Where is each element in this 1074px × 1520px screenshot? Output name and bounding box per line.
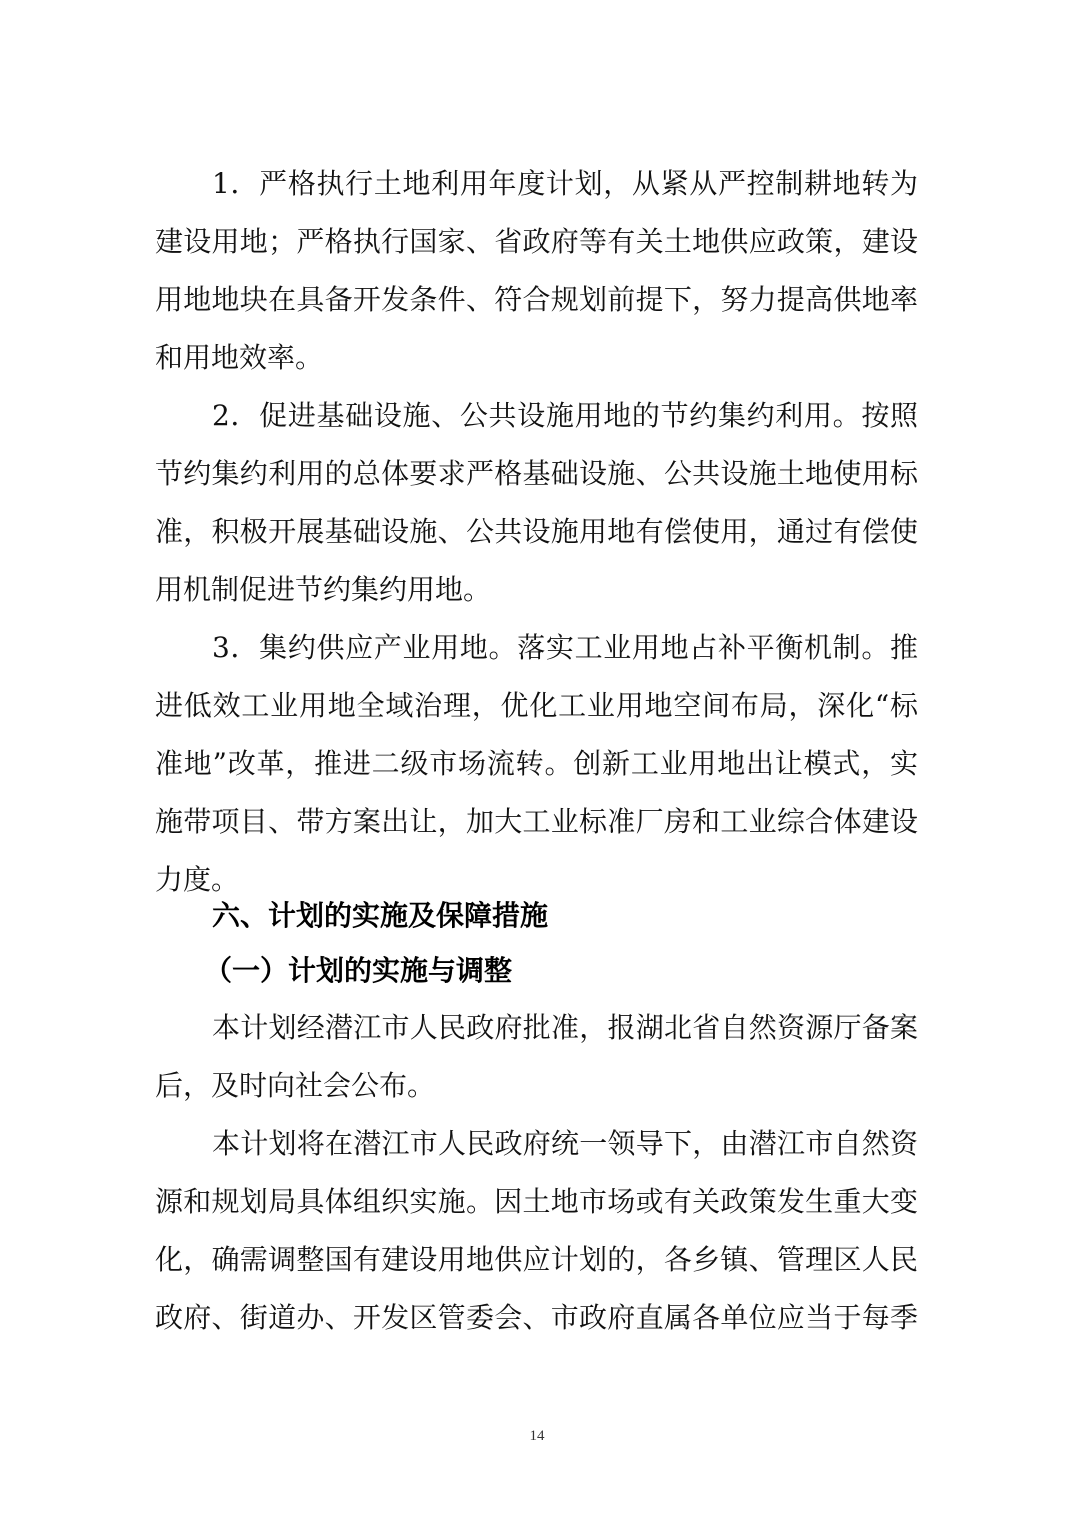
paragraph-5-line-2: 源和规划局具体组织实施。因土地市场或有关政策发生重大变: [155, 1185, 918, 1218]
paragraph-3-line-1: 3．集约供应产业用地。落实工业用地占补平衡机制。推: [212, 631, 918, 664]
paragraph-3-line-2: 进低效工业用地全域治理，优化工业用地空间布局，深化“标: [155, 689, 918, 722]
paragraph-1-line-1: 1．严格执行土地利用年度计划，从紧从严控制耕地转为: [212, 167, 918, 200]
page-number: 14: [529, 1428, 545, 1444]
paragraph-4-line-2: 后，及时向社会公布。: [155, 1069, 436, 1102]
subsection-heading: （一）计划的实施与调整: [204, 954, 513, 987]
paragraph-2-line-4: 用机制促进节约集约用地。: [155, 573, 492, 606]
paragraph-2-line-2: 节约集约利用的总体要求严格基础设施、公共设施土地使用标: [155, 457, 918, 490]
section-heading: 六、计划的实施及保障措施: [212, 899, 549, 932]
paragraph-3-line-5: 力度。: [155, 863, 240, 896]
paragraph-5-line-3: 化，确需调整国有建设用地供应计划的，各乡镇、管理区人民: [155, 1243, 918, 1276]
paragraph-1-line-4: 和用地效率。: [155, 341, 324, 374]
paragraph-5-line-1: 本计划将在潜江市人民政府统一领导下，由潜江市自然资: [212, 1127, 918, 1160]
paragraph-2-line-3: 准，积极开展基础设施、公共设施用地有偿使用，通过有偿使: [155, 515, 918, 548]
paragraph-3-line-3: 准地”改革，推进二级市场流转。创新工业用地出让模式，实: [155, 747, 918, 780]
paragraph-1-line-2: 建设用地；严格执行国家、省政府等有关土地供应政策，建设: [155, 225, 918, 258]
paragraph-3-line-4: 施带项目、带方案出让，加大工业标准厂房和工业综合体建设: [155, 805, 918, 838]
paragraph-1-line-3: 用地地块在具备开发条件、符合规划前提下，努力提高供地率: [155, 283, 918, 316]
paragraph-2-line-1: 2．促进基础设施、公共设施用地的节约集约利用。按照: [212, 399, 918, 432]
paragraph-5-line-4: 政府、街道办、开发区管委会、市政府直属各单位应当于每季: [155, 1301, 918, 1334]
paragraph-4-line-1: 本计划经潜江市人民政府批准，报湖北省自然资源厅备案: [212, 1011, 918, 1044]
